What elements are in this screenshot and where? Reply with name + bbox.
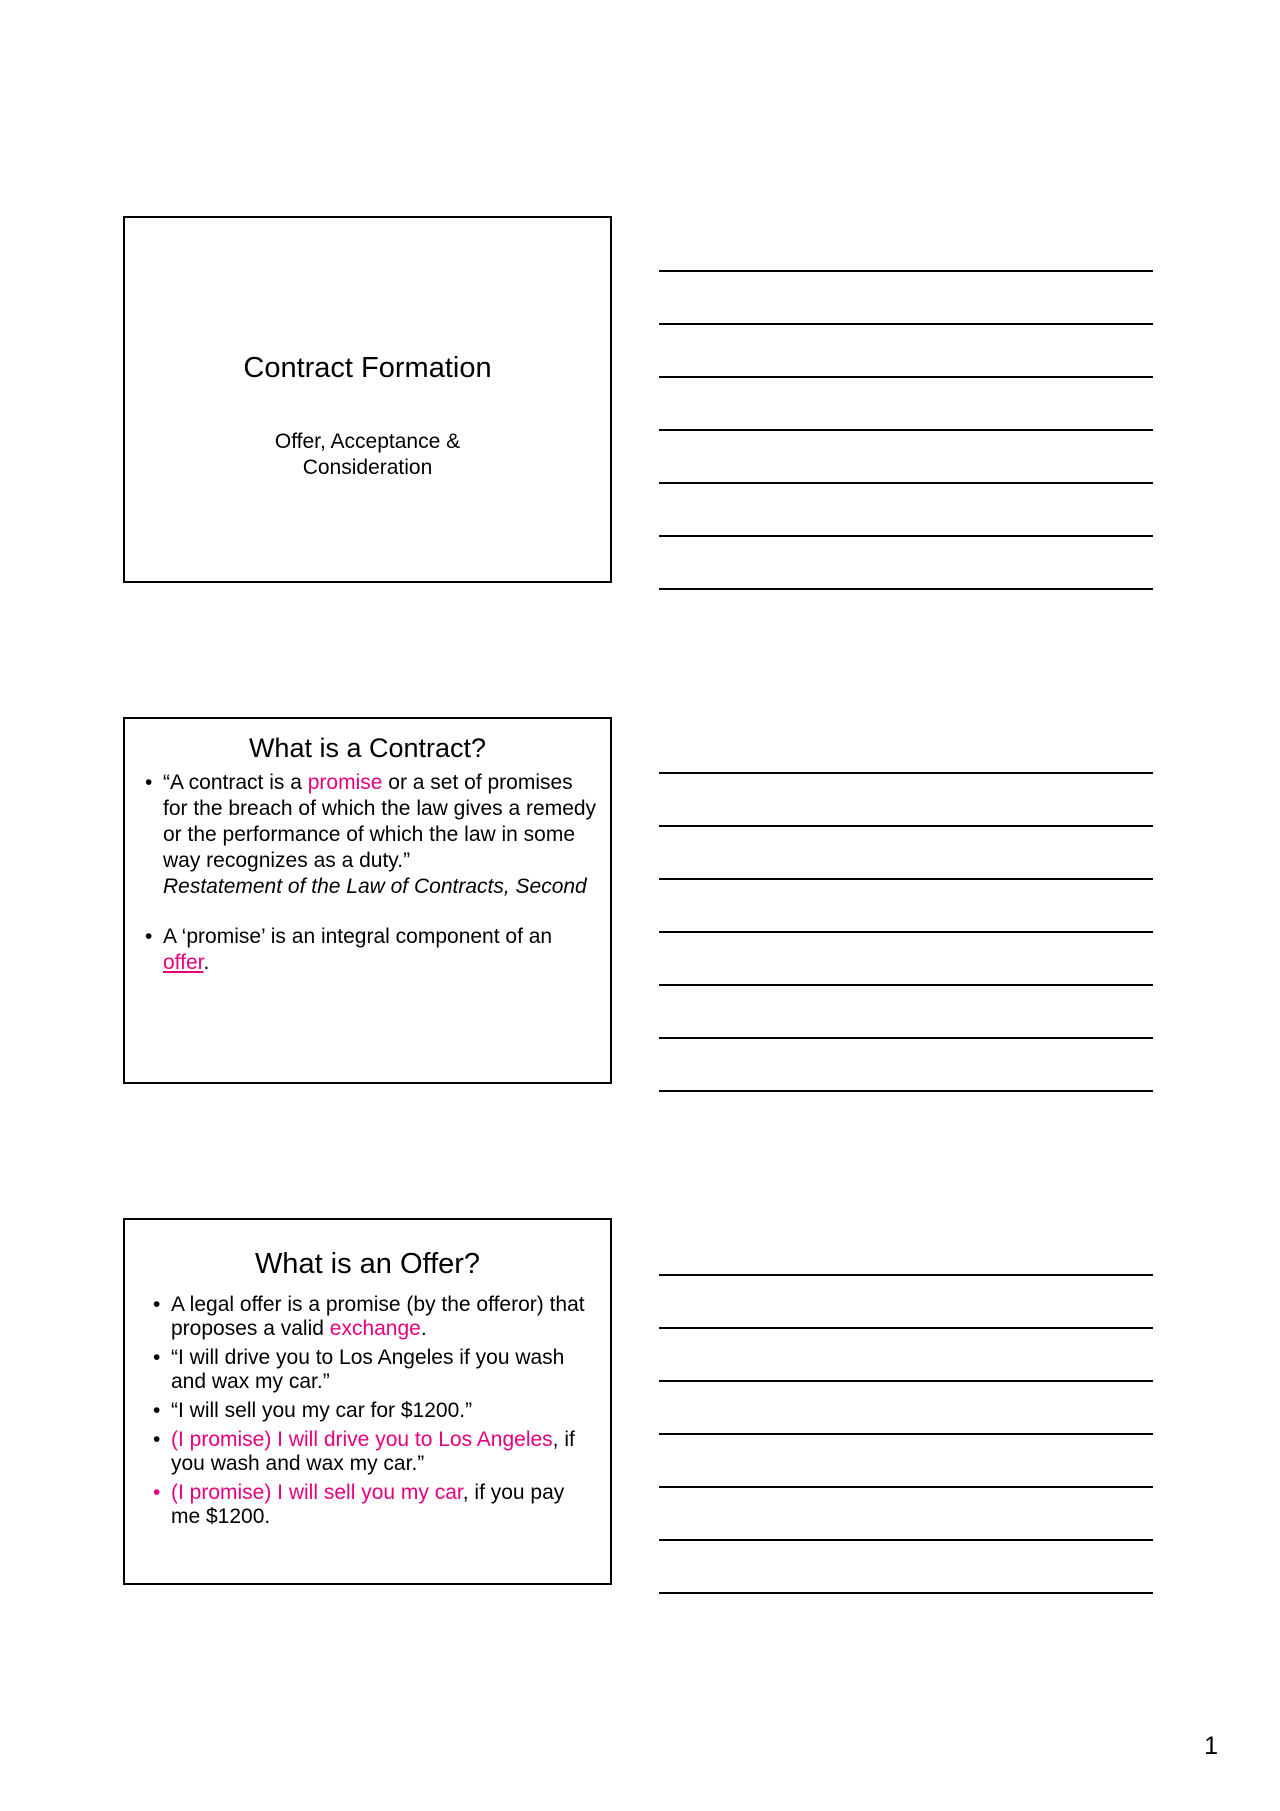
note-line: [659, 429, 1153, 431]
bullet-text: A legal offer is a promise (by the offeror) that proposes a valid: [171, 1293, 585, 1340]
highlight-promise-sell: (I promise) I will sell you my car: [171, 1481, 463, 1504]
bullet-text: , if you pay me $1200.: [171, 1481, 565, 1528]
bullet-text: “I will drive you to Los Angeles if you wash and wax my car.”: [171, 1346, 565, 1393]
note-line: [659, 1274, 1153, 1276]
note-line: [659, 878, 1153, 880]
bullet-icon: •: [153, 1428, 161, 1451]
bullet-item: [153, 1428, 598, 1476]
note-line: [659, 588, 1153, 590]
bullet-icon: •: [145, 925, 153, 948]
bullet-item: [145, 924, 598, 976]
page-number: 1: [1204, 1732, 1218, 1760]
note-line: [659, 1433, 1153, 1435]
note-line: [659, 931, 1153, 933]
offer-link[interactable]: offer: [163, 951, 204, 974]
note-line: [659, 1090, 1153, 1092]
note-line: [659, 482, 1153, 484]
highlight-exchange: exchange: [329, 1317, 421, 1340]
bullet-text: , if you wash and wax my car.”: [171, 1428, 575, 1475]
note-line: [659, 1380, 1153, 1382]
slide-what-is-offer: [123, 1218, 612, 1585]
bullet-text: “I will sell you my car for $1200.”: [171, 1399, 473, 1422]
note-line: [659, 825, 1153, 827]
bullet-item: [153, 1346, 598, 1394]
bullet-item: [153, 1293, 598, 1341]
bullet-text: “A contract is a: [163, 771, 308, 794]
bullet-text: or a set of promises for the breach of which the law gives a remedy or the performance of which the law in some way recognizes as a duty.”: [163, 771, 597, 872]
bullet-icon: •: [145, 771, 153, 794]
subtitle-line-1: Offer, Acceptance &: [274, 430, 461, 453]
bullet-list: [125, 770, 610, 976]
note-line: [659, 1327, 1153, 1329]
highlight-promise: promise: [307, 771, 383, 794]
note-line: [659, 1592, 1153, 1594]
note-line: [659, 1486, 1153, 1488]
slide-heading: What is an Offer?: [254, 1248, 481, 1280]
highlight-promise-drive: (I promise) I will drive you to Los Angeles: [171, 1428, 553, 1451]
note-line: [659, 270, 1153, 272]
note-line: [659, 535, 1153, 537]
bullet-icon: •: [153, 1399, 161, 1422]
slide-title-heading: Contract Formation: [243, 352, 492, 384]
bullet-text: A ‘promise’ is an integral component of an: [163, 925, 553, 948]
slide-what-is-contract: [123, 717, 612, 1084]
bullet-item: [145, 770, 598, 900]
citation: Restatement of the Law of Contracts, Second: [163, 875, 587, 898]
bullet-icon: •: [153, 1481, 161, 1504]
slide-title-subtitle: [125, 429, 610, 481]
note-line: [659, 772, 1153, 774]
slide-heading: What is a Contract?: [248, 733, 487, 763]
note-line: [659, 323, 1153, 325]
bullet-icon: •: [153, 1293, 161, 1316]
note-line: [659, 376, 1153, 378]
bullet-item: [153, 1481, 598, 1529]
subtitle-line-2: Consideration: [302, 456, 433, 479]
bullet-text: .: [203, 951, 210, 974]
slide-title: [123, 216, 612, 583]
bullet-text: .: [420, 1317, 427, 1340]
note-line: [659, 1539, 1153, 1541]
bullet-list: [125, 1293, 610, 1529]
bullet-item: [153, 1399, 598, 1423]
note-line: [659, 984, 1153, 986]
note-line: [659, 1037, 1153, 1039]
bullet-icon: •: [153, 1346, 161, 1369]
